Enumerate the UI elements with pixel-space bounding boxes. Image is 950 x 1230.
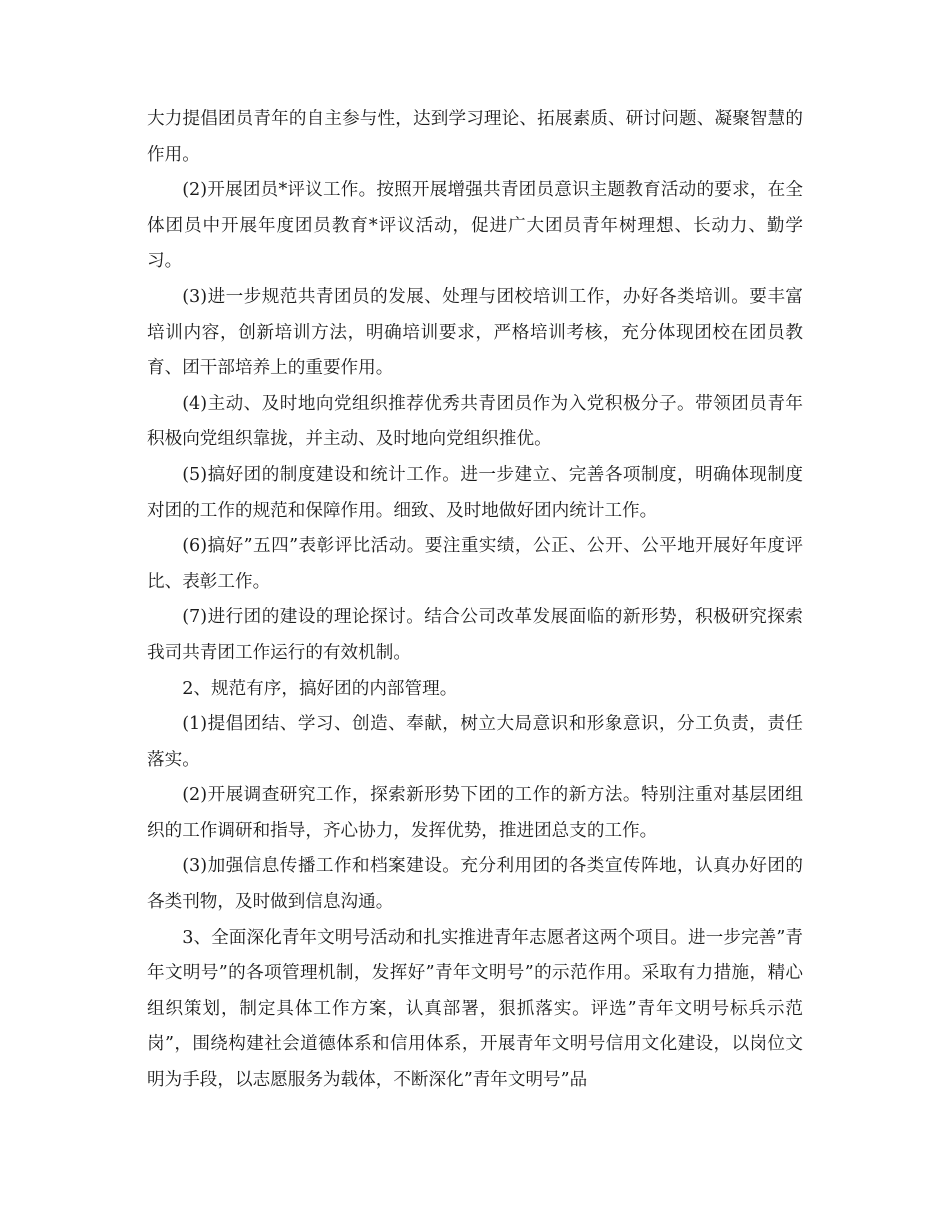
paragraph-item-3-information: (3)加强信息传播工作和档案建设。充分利用团的各类宣传阵地，认真办好团的各类刊物，及时做到信息沟通。 — [147, 856, 803, 913]
paragraph-item-3-training: (3)进一步规范共青团员的发展、处理与团校培训工作，办好各类培训。要丰富培训内容，创新培训方法，明确培训要求，严格培训考核，充分体现团校在团员教育、团干部培养上的重要作用。 — [147, 286, 803, 379]
paragraph-item-5-system: (5)搞好团的制度建设和统计工作。进一步建立、完善各项制度，明确体现制度对团的工作的规范和保障作用。细致、及时地做好团内统计工作。 — [147, 464, 803, 521]
section-heading-3: 3、全面深化青年文明号活动和扎实推进青年志愿者这两个项目。进一步完善”青年文明号”的各项管理机制，发挥好”青年文明号”的示范作用。采取有力措施，精心组织策划，制定具体工作方案，认真部署，狠抓落实。评选”青年文明号标兵示范岗”，围绕构建社会道德体系和信用体系，开展青年文明号信用文化建设，以岗位文明为手段，以志愿服务为载体，不断深化”青年文明号”品 — [147, 927, 803, 1091]
document-page — [147, 102, 803, 1099]
paragraph-item-2-research: (2)开展调查研究工作，探索新形势下团的工作的新方法。特别注重对基层团组织的工作调研和指导，齐心协力，发挥优势，推进团总支的工作。 — [147, 785, 803, 841]
paragraph-continuation: 大力提倡团员青年的自主参与性，达到学习理论、拓展素质、研讨问题、凝聚智慧的作用。 — [147, 109, 803, 165]
paragraph-item-6-awards: (6)搞好”五四”表彰评比活动。要注重实绩，公正、公开、公平地开展好年度评比、表彰工作。 — [147, 536, 803, 592]
paragraph-item-7-theory: (7)进行团的建设的理论探讨。结合公司改革发展面临的新形势，积极研究探索我司共青团工作运行的有效机制。 — [147, 607, 803, 663]
paragraph-item-1-unity: (1)提倡团结、学习、创造、奉献，树立大局意识和形象意识，分工负责，责任落实。 — [147, 714, 803, 770]
section-heading-2: 2、规范有序，搞好团的内部管理。 — [182, 678, 458, 699]
paragraph-item-4-recommend: (4)主动、及时地向党组织推荐优秀共青团员作为入党积极分子。带领团员青年积极向党组织靠拢，并主动、及时地向党组织推优。 — [147, 393, 803, 450]
paragraph-item-2-evaluation: (2)开展团员*评议工作。按照开展增强共青团员意识主题教育活动的要求，在全体团员中开展年度团员教育*评议活动，促进广大团员青年树理想、长动力、勤学习。 — [147, 180, 803, 272]
